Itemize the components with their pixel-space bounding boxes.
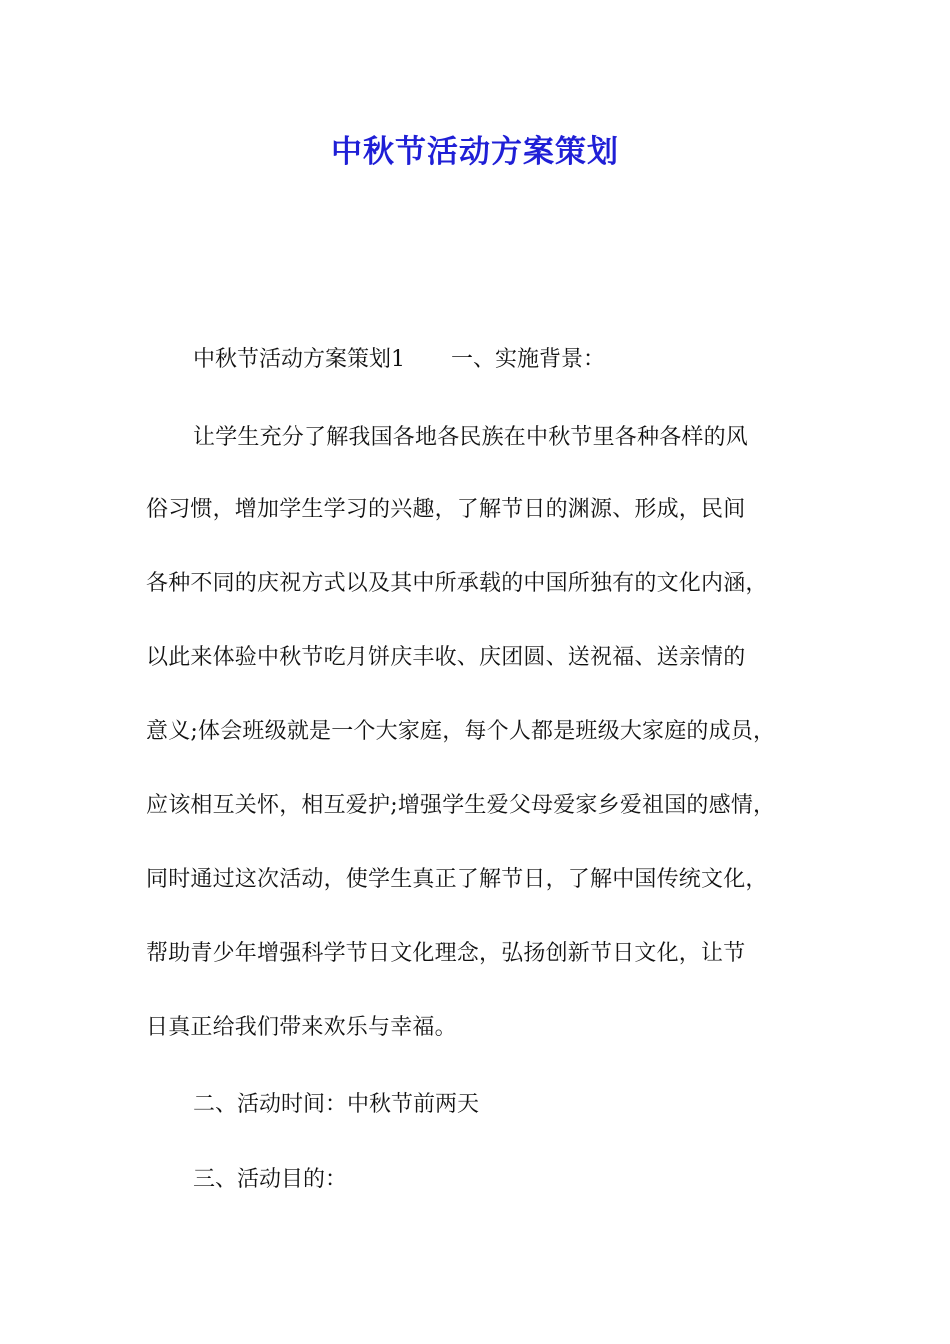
section-1-heading: 一、实施背景： [451, 347, 606, 372]
paragraph-line: 应该相互关怀，相互爱护;增强学生爱父母爱家乡爱祖国的感情， [146, 793, 776, 818]
section-3-heading: 三、活动目的： [193, 1167, 348, 1192]
paragraph-line: 各种不同的庆祝方式以及其中所承载的中国所独有的文化内涵， [146, 571, 768, 596]
paragraph-line: 同时通过这次活动，使学生真正了解节日，了解中国传统文化， [146, 867, 768, 892]
heading-line [193, 340, 873, 380]
paragraph-line: 以此来体验中秋节吃月饼庆丰收、庆团圆、送祝福、送亲情的 [146, 645, 746, 670]
paragraph-line: 俗习惯，增加学生学习的兴趣，了解节日的渊源、形成，民间 [146, 497, 746, 522]
paragraph-line: 让学生充分了解我国各地各民族在中秋节里各种各样的风 [193, 425, 749, 450]
paragraph-line: 意义;体会班级就是一个大家庭，每个人都是班级大家庭的成员， [146, 719, 776, 744]
section-2-heading: 二、活动时间：中秋节前两天 [193, 1092, 480, 1117]
paragraph-line: 帮助青少年增强科学节日文化理念，弘扬创新节日文化，让节 [146, 941, 746, 966]
paragraph-line: 日真正给我们带来欢乐与幸福。 [146, 1015, 457, 1040]
document-title: 中秋节活动方案策划 [331, 134, 619, 170]
plan-heading: 中秋节活动方案策划1 [193, 347, 405, 372]
